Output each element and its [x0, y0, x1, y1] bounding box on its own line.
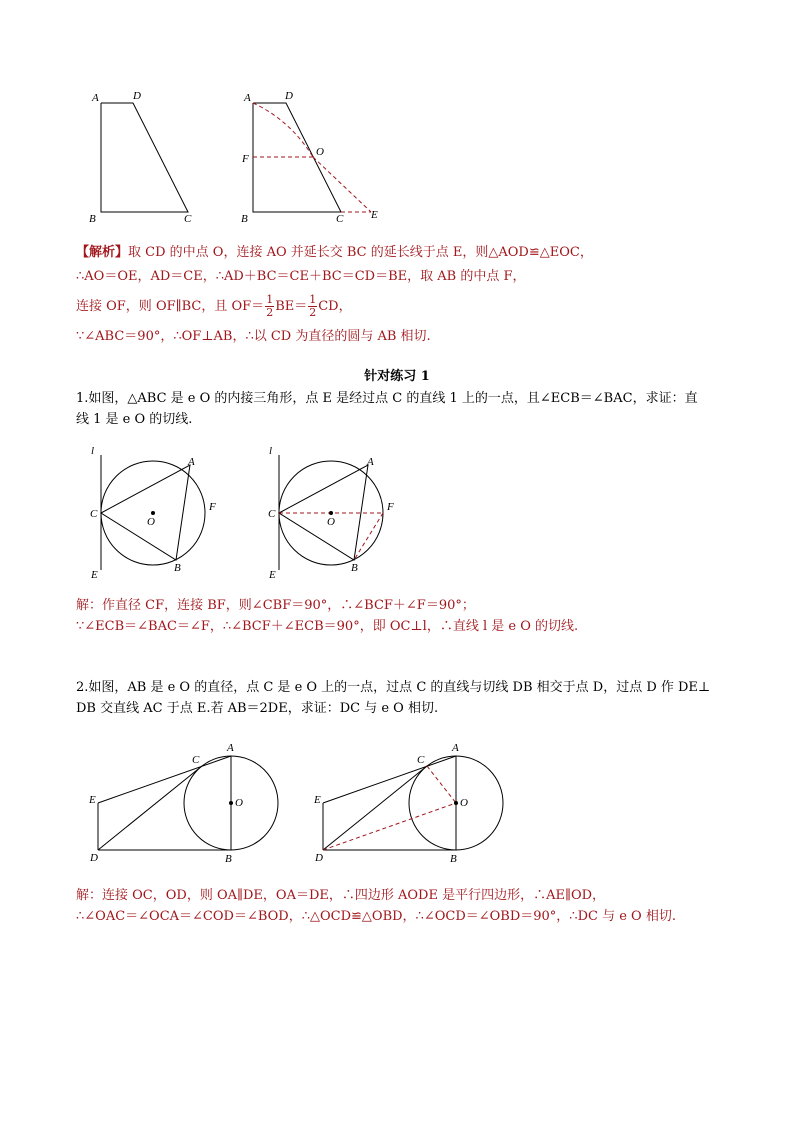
label-E: E	[371, 209, 378, 221]
label-B: B	[450, 853, 457, 865]
auxiliary-dashed-lines	[253, 103, 371, 212]
label-O: O	[460, 797, 468, 809]
label-A: A	[188, 456, 195, 468]
label-C: C	[192, 754, 200, 766]
problem1-line1: 1.如图，△ABC 是 e O 的内接三角形，点 E 是经过点 C 的直线 1 上的一点，且∠ECB＝∠BAC，求证：直	[76, 391, 698, 406]
label-D: D	[133, 90, 141, 102]
label-C: C	[90, 508, 98, 520]
label-B: B	[241, 213, 248, 225]
trapezoid-left	[101, 103, 188, 212]
fraction-num: 1	[266, 293, 274, 306]
label-O: O	[147, 516, 155, 528]
center-dot	[454, 801, 458, 805]
problem2-line1: 2.如图，AB 是 e O 的直径，点 C 是 e O 上的一点，过点 C 的直线与切线 DB 相交于点 D，过点 D 作 DE⊥	[76, 680, 711, 695]
fraction-num: 1	[309, 293, 317, 306]
label-E: E	[89, 794, 96, 806]
solution1-line3	[76, 294, 352, 319]
label-E: E	[269, 569, 276, 581]
figure-circle-parallelogram	[85, 735, 515, 870]
label-C: C	[268, 508, 276, 520]
label-B: B	[225, 853, 232, 865]
center-dot	[151, 511, 155, 515]
label-E: E	[314, 794, 321, 806]
solution1-line1-text: 取 CD 的中点 O，连接 AO 并延长交 BC 的延长线于点 E，则△AOD≌△EOC，	[128, 245, 593, 260]
label-C: C	[417, 754, 425, 766]
label-B: B	[174, 562, 181, 574]
label-A: A	[244, 92, 251, 104]
fraction-half	[265, 294, 274, 319]
label-A: A	[452, 742, 459, 754]
label-A: A	[367, 456, 374, 468]
figure-circle-tangent	[85, 440, 415, 585]
solution1-line4: ∵∠ABC＝90°，∴OF⊥AB，∴以 CD 为直径的圆与 AB 相切.	[76, 329, 431, 344]
diagram-right	[323, 756, 503, 850]
label-B: B	[351, 562, 358, 574]
fraction-den: 2	[266, 306, 274, 319]
label-O: O	[235, 797, 243, 809]
problem2-line2: DB 交直线 AC 于点 E.若 AB＝2DE，求证：DC 与 e O 相切.	[76, 701, 439, 716]
figure-trapezoid	[85, 85, 395, 230]
label-A: A	[227, 742, 234, 754]
solution1-line3-c: CD，	[318, 299, 352, 314]
center-dot	[229, 801, 233, 805]
label-F: F	[209, 501, 216, 513]
solution1-line2: ∴AO＝OE，AD＝CE，∴AD＋BC＝CE＋BC＝CD＝BE，取 AB 的中点 F，	[76, 269, 526, 284]
fraction-den: 2	[309, 306, 317, 319]
auxiliary-dashed-lines	[323, 766, 456, 850]
solution1-line3-a: 连接 OF，则 OF∥BC，且 OF＝	[76, 299, 265, 314]
fraction-half	[308, 294, 317, 319]
answer2-line1: 解：连接 OC，OD，则 OA∥DE，OA＝DE，∴四边形 AODE 是平行四边形，∴AE∥OD，	[76, 888, 606, 903]
answer2-line2: ∴∠OAC＝∠OCA＝∠COD＝∠BOD，∴△OCD≌△OBD，∴∠OCD＝∠OBD＝90°，∴DC 与 e O 相切.	[76, 909, 676, 924]
solution1-line3-b: BE＝	[275, 299, 308, 314]
analysis-tag: 【解析】	[76, 245, 129, 260]
problem1-line2: 线 1 是 e O 的切线.	[76, 412, 193, 427]
label-l: l	[269, 445, 273, 457]
answer1-line2: ∵∠ECB＝∠BAC＝∠F，∴∠BCF＋∠ECB＝90°，即 OC⊥l，∴直线 l 是 e O 的切线.	[76, 619, 579, 634]
section-title: 针对练习 1	[364, 369, 430, 384]
diagram-left	[98, 756, 278, 850]
label-A: A	[92, 92, 99, 104]
label-O: O	[327, 516, 335, 528]
label-D: D	[285, 90, 293, 102]
label-C: C	[336, 213, 344, 225]
label-O: O	[316, 146, 324, 158]
label-F: F	[242, 153, 249, 165]
center-dot	[329, 511, 333, 515]
label-D: D	[90, 852, 98, 864]
label-E: E	[91, 569, 98, 581]
label-l: l	[91, 445, 95, 457]
label-C: C	[184, 213, 192, 225]
label-D: D	[315, 852, 323, 864]
label-F: F	[387, 501, 394, 513]
solution1-line1	[76, 244, 593, 262]
label-B: B	[89, 213, 96, 225]
answer1-line1: 解：作直径 CF，连接 BF，则∠CBF＝90°，∴∠BCF＋∠F＝90°；	[76, 598, 475, 613]
